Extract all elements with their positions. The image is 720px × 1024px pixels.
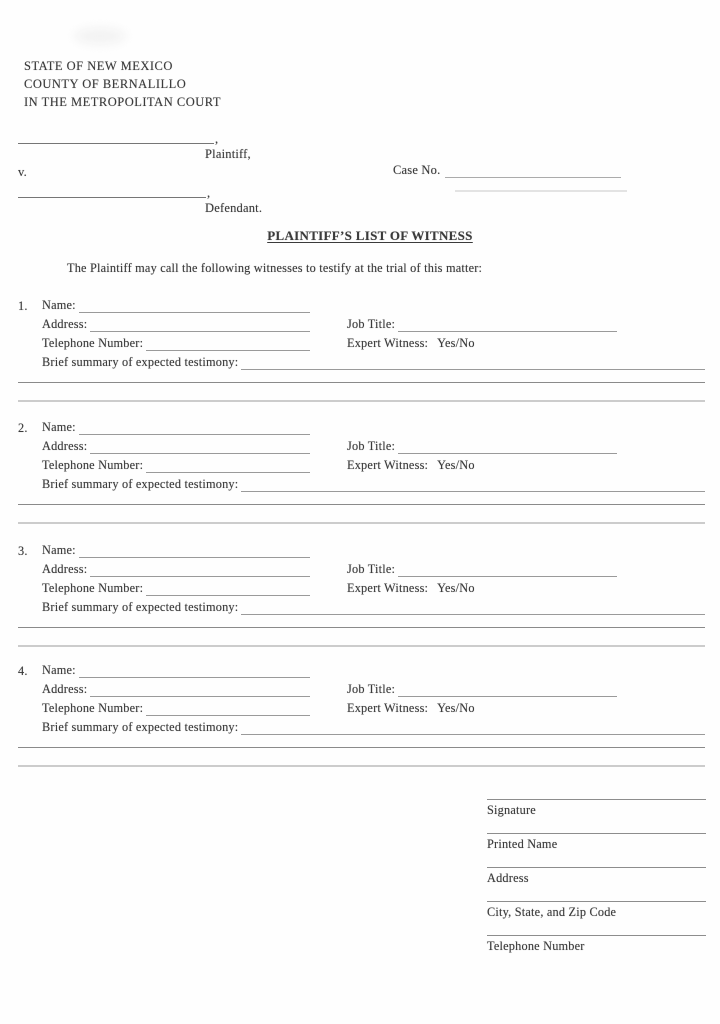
- summary-label: Brief summary of expected testimony:: [42, 477, 239, 491]
- address-blank-line: [90, 682, 310, 697]
- plaintiff-line-comma: ,: [215, 132, 219, 146]
- separator-line-light: [18, 645, 705, 647]
- summary-label: Brief summary of expected testimony:: [42, 355, 239, 369]
- job-title-label: Job Title:: [347, 682, 396, 696]
- plaintiff-name-line: [18, 130, 218, 144]
- telephone-blank-line: [146, 701, 310, 716]
- name-blank-line: [79, 420, 310, 435]
- address-blank-line: [90, 562, 310, 577]
- witness-number: 4.: [18, 664, 28, 678]
- witness-block: [18, 420, 705, 530]
- court-header: [24, 57, 221, 111]
- form-title: PLAINTIFF’S LIST OF WITNESS: [267, 228, 473, 243]
- witness-number: 3.: [18, 544, 28, 558]
- summary-label: Brief summary of expected testimony:: [42, 600, 239, 614]
- defendant-label: Defendant.: [205, 201, 263, 215]
- expert-witness-label: Expert Witness:: [347, 581, 429, 595]
- name-blank-line: [79, 298, 310, 313]
- address-jobtitle-row: [42, 317, 705, 336]
- telephone-blank-line: [146, 458, 310, 473]
- signature-entry: [487, 799, 706, 833]
- separator-line-dark: [18, 747, 705, 748]
- scan-smudge: [74, 28, 126, 44]
- defendant-line-comma: ,: [207, 186, 211, 200]
- address-label: Address:: [42, 682, 88, 696]
- telephone-expert-row: [42, 458, 705, 477]
- job-title-label: Job Title:: [347, 439, 396, 453]
- separator-line-light: [18, 765, 705, 767]
- case-number-label: Case No.: [393, 163, 441, 177]
- court-header-line-court: IN THE METROPOLITAN COURT: [24, 95, 221, 109]
- summary-blank-line: [241, 355, 705, 370]
- expert-witness-value: Yes/No: [437, 458, 475, 472]
- expert-witness-value: Yes/No: [437, 701, 475, 715]
- summary-row: [42, 720, 705, 739]
- witness-number: 1.: [18, 299, 28, 313]
- address-jobtitle-row: [42, 562, 705, 581]
- expert-witness-value: Yes/No: [437, 336, 475, 350]
- witness-block: [18, 298, 705, 408]
- summary-label: Brief summary of expected testimony:: [42, 720, 239, 734]
- telephone-label: Telephone Number:: [42, 581, 144, 595]
- separator-line-dark: [18, 382, 705, 383]
- address-label: Address:: [42, 562, 88, 576]
- address-label: Address:: [42, 317, 88, 331]
- defendant-name-blank: [18, 184, 206, 198]
- address-blank-line: [90, 439, 310, 454]
- job-title-blank-line: [398, 439, 617, 454]
- court-header-line-state: STATE OF NEW MEXICO: [24, 59, 173, 73]
- name-blank-line: [79, 543, 310, 558]
- address-jobtitle-row: [42, 439, 705, 458]
- summary-row: [42, 600, 705, 619]
- telephone-expert-row: [42, 581, 705, 600]
- summary-blank-line: [241, 477, 705, 492]
- signature-entry: [487, 833, 706, 867]
- summary-row: [42, 477, 705, 496]
- name-label: Name:: [42, 543, 76, 557]
- address-jobtitle-row: [42, 682, 705, 701]
- signature-entry: [487, 867, 706, 901]
- separator-line-dark: [18, 627, 705, 628]
- name-row: [42, 298, 310, 317]
- telephone-label: Telephone Number:: [42, 336, 144, 350]
- name-row: [42, 663, 310, 682]
- plaintiff-name-blank: [18, 130, 214, 144]
- name-row: [42, 420, 310, 439]
- case-number-blank-line: [445, 164, 621, 178]
- signature-area: [487, 799, 706, 969]
- name-row: [42, 543, 310, 562]
- telephone-label: Telephone Number:: [42, 458, 144, 472]
- separator-line-light: [18, 522, 705, 524]
- name-label: Name:: [42, 420, 76, 434]
- telephone-blank-line: [146, 581, 310, 596]
- expert-witness-label: Expert Witness:: [347, 701, 429, 715]
- job-title-label: Job Title:: [347, 562, 396, 576]
- signature-entry-label: Address: [487, 871, 529, 885]
- telephone-blank-line: [146, 336, 310, 351]
- name-label: Name:: [42, 663, 76, 677]
- separator-line-dark: [18, 504, 705, 505]
- name-label: Name:: [42, 298, 76, 312]
- job-title-blank-line: [398, 682, 617, 697]
- job-title-blank-line: [398, 562, 617, 577]
- case-number-field: [393, 163, 621, 178]
- signature-entry: [487, 901, 706, 935]
- witness-number: 2.: [18, 421, 28, 435]
- name-blank-line: [79, 663, 310, 678]
- signature-entry: [487, 935, 706, 969]
- signature-entry-label: Telephone Number: [487, 939, 585, 953]
- address-blank-line: [90, 317, 310, 332]
- address-label: Address:: [42, 439, 88, 453]
- case-number-line-ghost: [455, 190, 627, 192]
- court-header-line-county: COUNTY OF BERNALILLO: [24, 77, 187, 91]
- signature-entry-label: City, State, and Zip Code: [487, 905, 617, 919]
- signature-entry-label: Printed Name: [487, 837, 558, 851]
- signature-entry-label: Signature: [487, 803, 536, 817]
- intro-text: The Plaintiff may call the following witnesses to testify at the trial of this matter:: [67, 261, 483, 275]
- witness-block: [18, 663, 705, 773]
- expert-witness-label: Expert Witness:: [347, 458, 429, 472]
- telephone-expert-row: [42, 701, 705, 720]
- defendant-name-line: [18, 184, 210, 198]
- summary-row: [42, 355, 705, 374]
- telephone-expert-row: [42, 336, 705, 355]
- witness-block: [18, 543, 705, 653]
- job-title-label: Job Title:: [347, 317, 396, 331]
- summary-blank-line: [241, 720, 705, 735]
- telephone-label: Telephone Number:: [42, 701, 144, 715]
- expert-witness-value: Yes/No: [437, 581, 475, 595]
- expert-witness-label: Expert Witness:: [347, 336, 429, 350]
- separator-line-light: [18, 400, 705, 402]
- plaintiff-label: Plaintiff,: [205, 147, 251, 161]
- job-title-blank-line: [398, 317, 617, 332]
- versus-label: v.: [18, 165, 27, 179]
- summary-blank-line: [241, 600, 705, 615]
